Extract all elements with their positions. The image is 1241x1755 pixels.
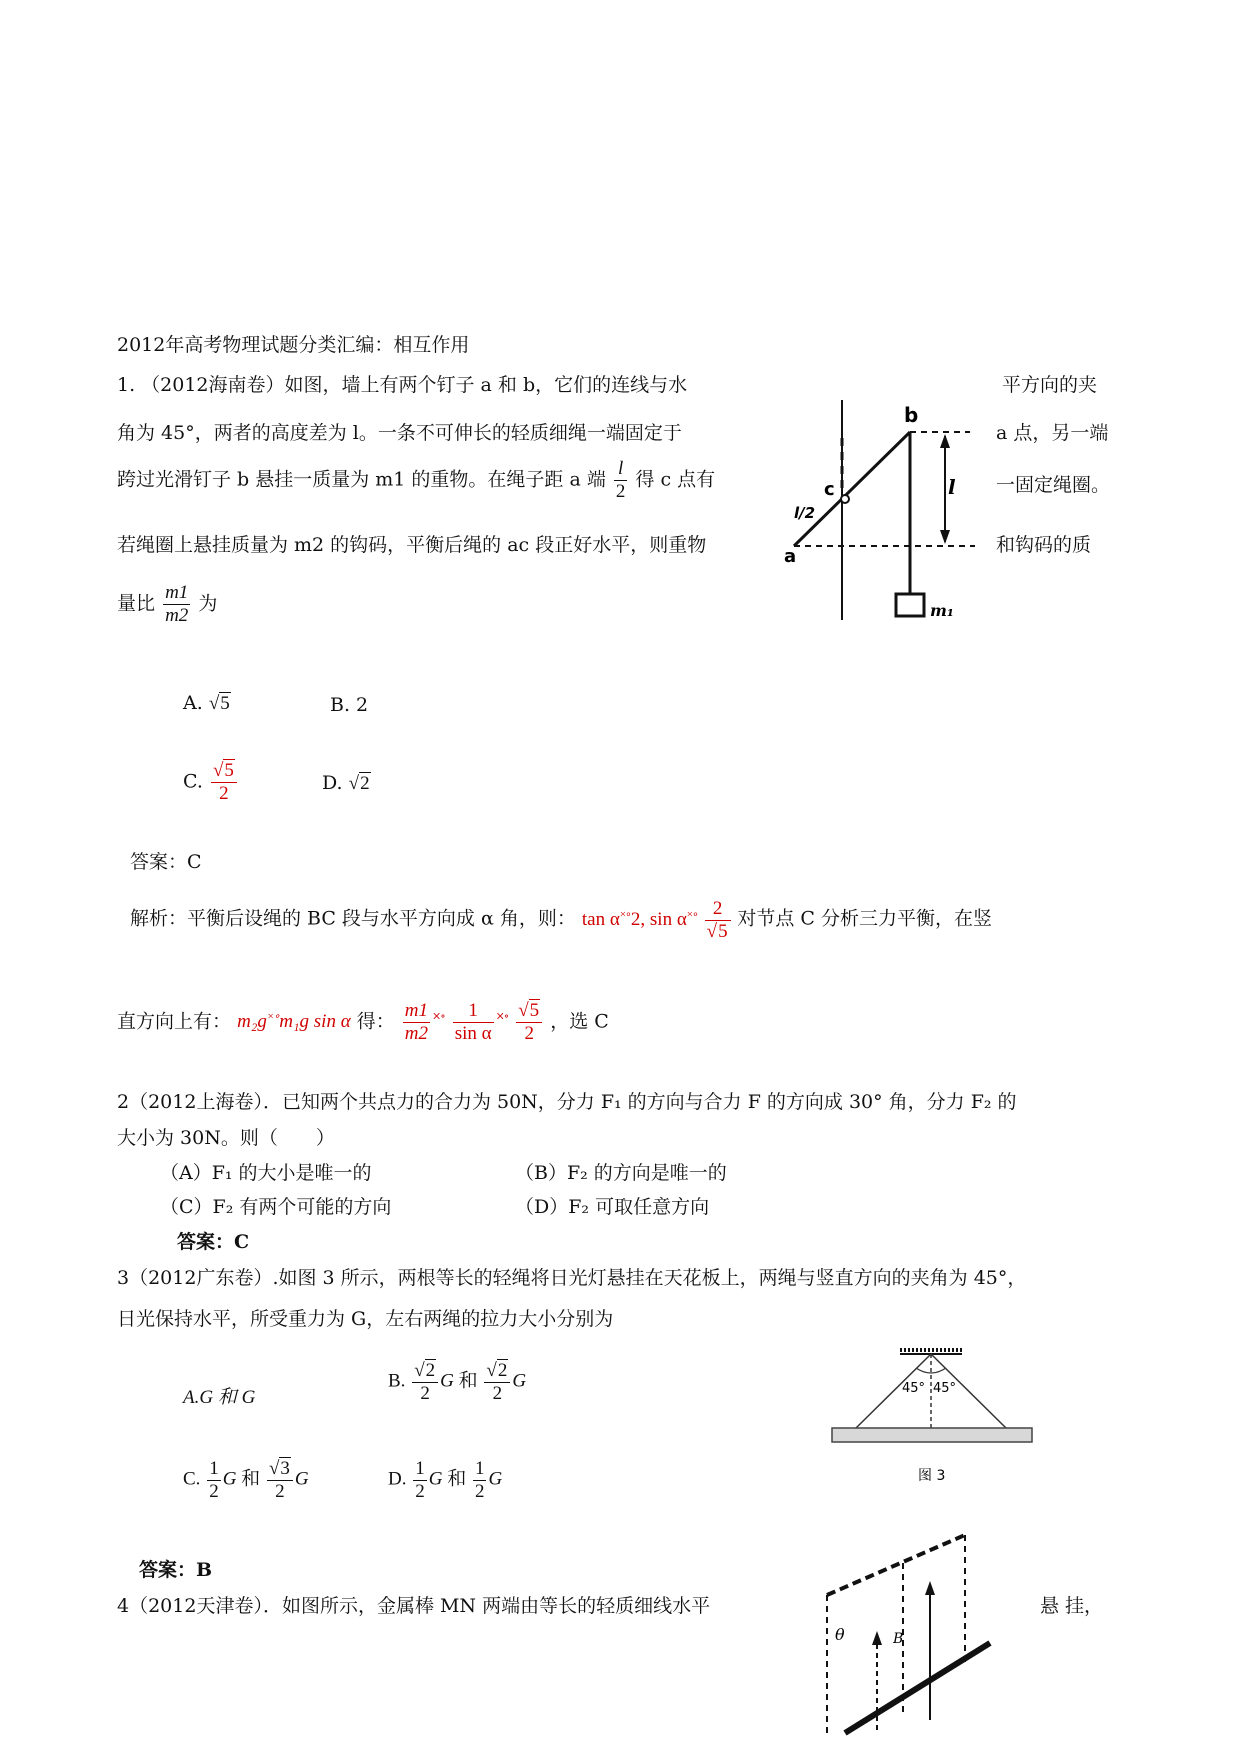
- variable-g: G: [512, 1370, 527, 1392]
- equation-part: m₁g sin α: [279, 1011, 351, 1033]
- fraction: [211, 760, 237, 805]
- label-b: B: [893, 1631, 904, 1647]
- label-c: c: [824, 479, 835, 500]
- q3-option-c[interactable]: [183, 1458, 309, 1503]
- analysis-text: 直方向上有：: [117, 1010, 232, 1033]
- analysis-ratio: [401, 1000, 550, 1044]
- radicand: 5: [718, 920, 728, 942]
- q1-analysis-line2: [117, 1000, 609, 1045]
- fraction-numerator: m1: [165, 582, 189, 603]
- q3-answer: 答案：B: [139, 1559, 213, 1581]
- label-l-half: l/2: [794, 504, 816, 522]
- q1-option-c[interactable]: [183, 760, 239, 805]
- q1-option-d[interactable]: [322, 772, 371, 795]
- sqrt-expression: √2: [348, 773, 370, 794]
- option-label: C.: [183, 1468, 201, 1490]
- fraction-denominator: 2: [219, 782, 229, 804]
- fraction-denominator: 2: [492, 1382, 503, 1404]
- fraction-denominator: 2: [615, 480, 626, 502]
- option-label: A.: [183, 692, 203, 714]
- q3-line2: 日光保持水平，所受重力为 G，左右两绳的拉力大小分别为: [117, 1308, 614, 1330]
- fraction-numerator: 1: [453, 1000, 494, 1023]
- radicand: 3: [280, 1458, 290, 1479]
- label-a: a: [784, 546, 797, 567]
- sqrt-expression: √5: [208, 693, 230, 714]
- fraction-denominator: 2: [524, 1022, 534, 1044]
- fraction-numerator: √5: [211, 760, 237, 783]
- variable-g: G: [222, 1468, 237, 1490]
- q1-line4-right: 和钩码的质: [996, 534, 1092, 556]
- q2-option-d[interactable]: （D）F₂ 可取任意方向: [515, 1196, 710, 1218]
- q1-line5-text-b: 为: [198, 592, 218, 615]
- q2-option-b[interactable]: （B）F₂ 的方向是唯一的: [515, 1162, 727, 1184]
- field-arrow-head: [872, 1631, 882, 1645]
- top-bar: [827, 1535, 965, 1595]
- lamp-tube: [832, 1428, 1032, 1442]
- q3-option-b[interactable]: [388, 1360, 526, 1405]
- q1-analysis-line1: [130, 898, 992, 943]
- variable-g: G: [294, 1468, 309, 1490]
- fraction-denominator: sin α: [454, 1022, 492, 1044]
- q1-line1: 1. （2012海南卷）如图，墙上有两个钉子 a 和 b，它们的连线与水: [117, 374, 688, 396]
- label-b: b: [904, 403, 919, 427]
- fraction: [473, 1458, 487, 1503]
- analysis-text: 解析：平衡后设绳的 BC 段与水平方向成 α 角，则：: [130, 907, 576, 930]
- q4-line1: 4（2012天津卷）．如图所示，金属棒 MN 两端由等长的轻质细线水平: [117, 1595, 711, 1617]
- option-label: B.: [388, 1370, 406, 1392]
- fraction-numerator: √5: [516, 1000, 542, 1023]
- fraction: [484, 1360, 510, 1405]
- q1-line2: 角为 45°，两者的高度差为 l。一条不可伸长的轻质细绳一端固定于: [117, 422, 682, 444]
- equation-part: 2, sin α: [630, 908, 687, 930]
- radicand: 2: [425, 1360, 436, 1381]
- q1-line1-right: 平方向的夹: [1002, 374, 1098, 396]
- and-word: 和: [447, 1468, 467, 1490]
- q2-line1: 2（2012上海卷）．已知两个共点力的合力为 50N，分力 F₁ 的方向与合力 F 的方向成 30° 角，分力 F₂ 的: [117, 1091, 1017, 1113]
- option-label: D.: [322, 772, 343, 794]
- analysis-equation: [237, 1011, 351, 1032]
- arrow-head-up: [940, 434, 950, 448]
- analysis-text: 对节点 C 分析三力平衡，在竖: [737, 907, 992, 930]
- q3-figure: [820, 1340, 1070, 1510]
- q1-line5: [117, 582, 217, 627]
- option-label: D.: [388, 1468, 407, 1490]
- mass-block: [896, 594, 924, 616]
- radicand: 2: [497, 1360, 508, 1381]
- fraction-numerator: 1: [415, 1458, 425, 1479]
- q1-line2-right: a 点，另一端: [996, 422, 1109, 444]
- q4-figure: [815, 1515, 1015, 1740]
- equals-mark-icon: ×∘: [432, 1010, 445, 1024]
- option-label: C.: [183, 770, 203, 793]
- q1-line3-right: 一固定绳圈。: [996, 474, 1111, 496]
- radicand: 5: [529, 1000, 540, 1021]
- equals-mark-icon: ×∘: [619, 908, 631, 921]
- fraction: [403, 1000, 430, 1045]
- angle-left-label: 45°: [902, 1381, 926, 1396]
- equals-mark-icon: ×∘: [686, 908, 698, 921]
- radicand: 5: [224, 760, 234, 781]
- label-l: l: [948, 475, 956, 499]
- fraction-numerator: √2: [484, 1360, 510, 1383]
- fraction-numerator: l: [614, 458, 628, 481]
- equation-part: tan α: [581, 908, 620, 930]
- fraction: [516, 1000, 542, 1045]
- q2-option-a[interactable]: （A）F₁ 的大小是唯一的: [160, 1162, 372, 1184]
- label-m1: m₁: [930, 601, 954, 620]
- fraction-denominator: 2: [209, 1480, 219, 1502]
- fraction-numerator: √3: [267, 1458, 293, 1481]
- radicand: 2: [360, 773, 370, 794]
- metal-rod-mn: [845, 1643, 990, 1733]
- fraction-numerator: 1: [209, 1458, 219, 1479]
- analysis-text: 得：: [356, 1010, 395, 1033]
- fraction-denominator: 2: [420, 1382, 430, 1404]
- fraction-denominator: √5: [706, 920, 728, 942]
- equation-part: m₂g: [237, 1011, 267, 1033]
- and-word: 和: [241, 1468, 261, 1490]
- fraction: [413, 1458, 427, 1503]
- q3-option-a[interactable]: A.G 和 G: [183, 1387, 256, 1408]
- point-c: [841, 495, 849, 503]
- angle-right-label: 45°: [933, 1381, 957, 1396]
- equals-mark-icon: ×∘: [266, 1011, 280, 1024]
- q1-line3: [117, 458, 715, 503]
- rope-ab: [794, 432, 910, 546]
- fraction-denominator: 2: [415, 1480, 425, 1502]
- analysis-text: ，选 C: [550, 1010, 609, 1033]
- radicand: 5: [220, 693, 230, 714]
- analysis-equation: [581, 898, 737, 942]
- page-title: 2012年高考物理试题分类汇编：相互作用: [117, 334, 470, 356]
- fraction-numerator: m1: [404, 1000, 429, 1021]
- fraction-numerator: 2: [705, 898, 731, 921]
- q1-line3-fraction: [614, 458, 628, 503]
- q1-figure: [780, 398, 980, 628]
- label-theta: θ: [835, 1625, 845, 1644]
- fraction-denominator: 2: [275, 1480, 285, 1502]
- q1-option-a[interactable]: [183, 692, 231, 715]
- q4-line1-right: 悬 挂，: [1040, 1595, 1104, 1617]
- fraction-denominator: 2: [474, 1480, 485, 1502]
- q1-line3-text-a: 跨过光滑钉子 b 悬挂一质量为 m1 的重物。在绳子距 a 端: [117, 468, 606, 491]
- equals-mark-icon: ×∘: [495, 1010, 509, 1024]
- and-word: 和: [458, 1370, 478, 1392]
- variable-g: G: [440, 1370, 454, 1392]
- q3-option-d[interactable]: [388, 1458, 502, 1503]
- fraction-denominator: m2: [165, 604, 189, 626]
- field-arrow-head: [925, 1581, 935, 1595]
- fraction-denominator: m2: [404, 1022, 429, 1044]
- variable-g: G: [428, 1468, 443, 1490]
- q1-option-b[interactable]: B. 2: [330, 694, 369, 716]
- fraction: [207, 1458, 221, 1503]
- arrow-head-down: [940, 530, 950, 544]
- q1-answer: 答案：C: [130, 851, 202, 873]
- fraction-numerator: 1: [474, 1458, 485, 1479]
- q1-line5-text-a: 量比: [117, 592, 156, 615]
- q1-line3-text-b: 得 c 点有: [635, 468, 716, 491]
- fraction: [705, 898, 731, 943]
- q1-mass-ratio-fraction: [163, 582, 190, 627]
- fraction: [412, 1360, 438, 1405]
- variable-g: G: [488, 1468, 503, 1490]
- q1-line4: 若绳圈上悬挂质量为 m2 的钩码，平衡后绳的 ac 段正好水平，则重物: [117, 534, 707, 556]
- q3-line1: 3（2012广东卷）.如图 3 所示，两根等长的轻绳将日光灯悬挂在天花板上，两绳与竖直方向的夹角为 45°，: [117, 1267, 1027, 1289]
- q2-answer: 答案：C: [177, 1231, 250, 1253]
- figure-caption: 图 3: [918, 1468, 946, 1484]
- fraction: [453, 1000, 494, 1045]
- q2-option-c[interactable]: （C）F₂ 有两个可能的方向: [160, 1196, 392, 1218]
- fraction-numerator: √2: [412, 1360, 438, 1383]
- q2-line2: 大小为 30N。则（ ）: [117, 1127, 335, 1149]
- fraction: [267, 1458, 293, 1503]
